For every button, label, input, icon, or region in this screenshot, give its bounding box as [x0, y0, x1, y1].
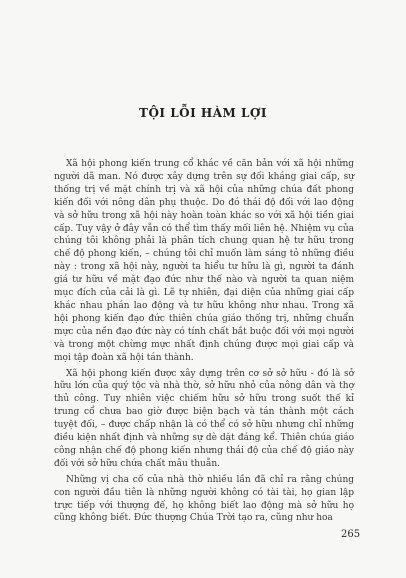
chapter-title: TỘI LỖI HÀM LỢI: [139, 106, 267, 120]
paragraph-1: Xã hội phong kiến trung cổ khác về căn bản với xã hội những người dã man. Nó được xây dựng trên sự đối kháng giai cấp, sự thống trị về mặt chính trị và xã hội của những chúa đất phong kiến đối với nông dân phụ thuộc. Do đó thái độ đối với lao động và sở hữu trong xã hội này hoàn toàn khác so với xã hội tiền giai cấp. Tuy vậy ở đây vẫn có thể tìm thấy mối liên hệ. Nhiệm vụ của chúng tôi không phải là phân tích chung quan hệ tư hữu trong chế độ phong kiến, – chúng tôi chỉ muốn làm sáng tỏ những điều này : trong xã hội này, người ta hiểu tư hữu là gì, người ta đánh giá tư hữu về mặt đạo đức như thế nào và người ta quan niệm mục đích của cải là gì. Lẽ tự nhiên, đại diện của những giai cấp khác nhau phán lao động và tư hữu không như nhau. Trong xã hội phong kiến đạo đức thiên chúa giáo thống trị, những chuẩn mực của nền đạo đức này có tính chất bắt buộc đối với mọi người và trong một chừng mực nhất định chúng được mọi giai cấp và mọi tập đoàn xã hội tán thành.: [54, 159, 354, 363]
paragraph-3: Những vị cha cố của nhà thờ nhiều lần đã chỉ ra rằng chúng con người đầu tiên là những người không có tài tài, họ gian lập trực tiếp với thượng đế, họ không biết lao động mà sở hữu họ cũng không biết. Đức thượng Chúa Trời tạo ra, cũng như hoa: [54, 474, 354, 524]
paragraph-2: Xã hội phong kiến được xây dựng trên cơ sở sở hữu - đó là sở hữu lớn của quý tộc và nhà thờ, sở hữu nhỏ của nông dân và thợ thủ công. Tuy nhiên việc chiếm hữu sở hữu trong suốt thế kỉ trung cổ chưa bao giờ được biện bạch và tán thành một cách tuyệt đối, – được chấp nhận là có thể có sở hữu nhưng chỉ những điều kiện nhất định và những sự dè dặt đáng kể. Thiên chúa giáo công nhận chế độ phong kiến nhưng thái độ của chế độ giáo này đối với sở hữu chứa chất mâu thuẫn.: [54, 368, 354, 469]
page-number: 265: [341, 529, 361, 540]
body-text: [54, 158, 354, 528]
